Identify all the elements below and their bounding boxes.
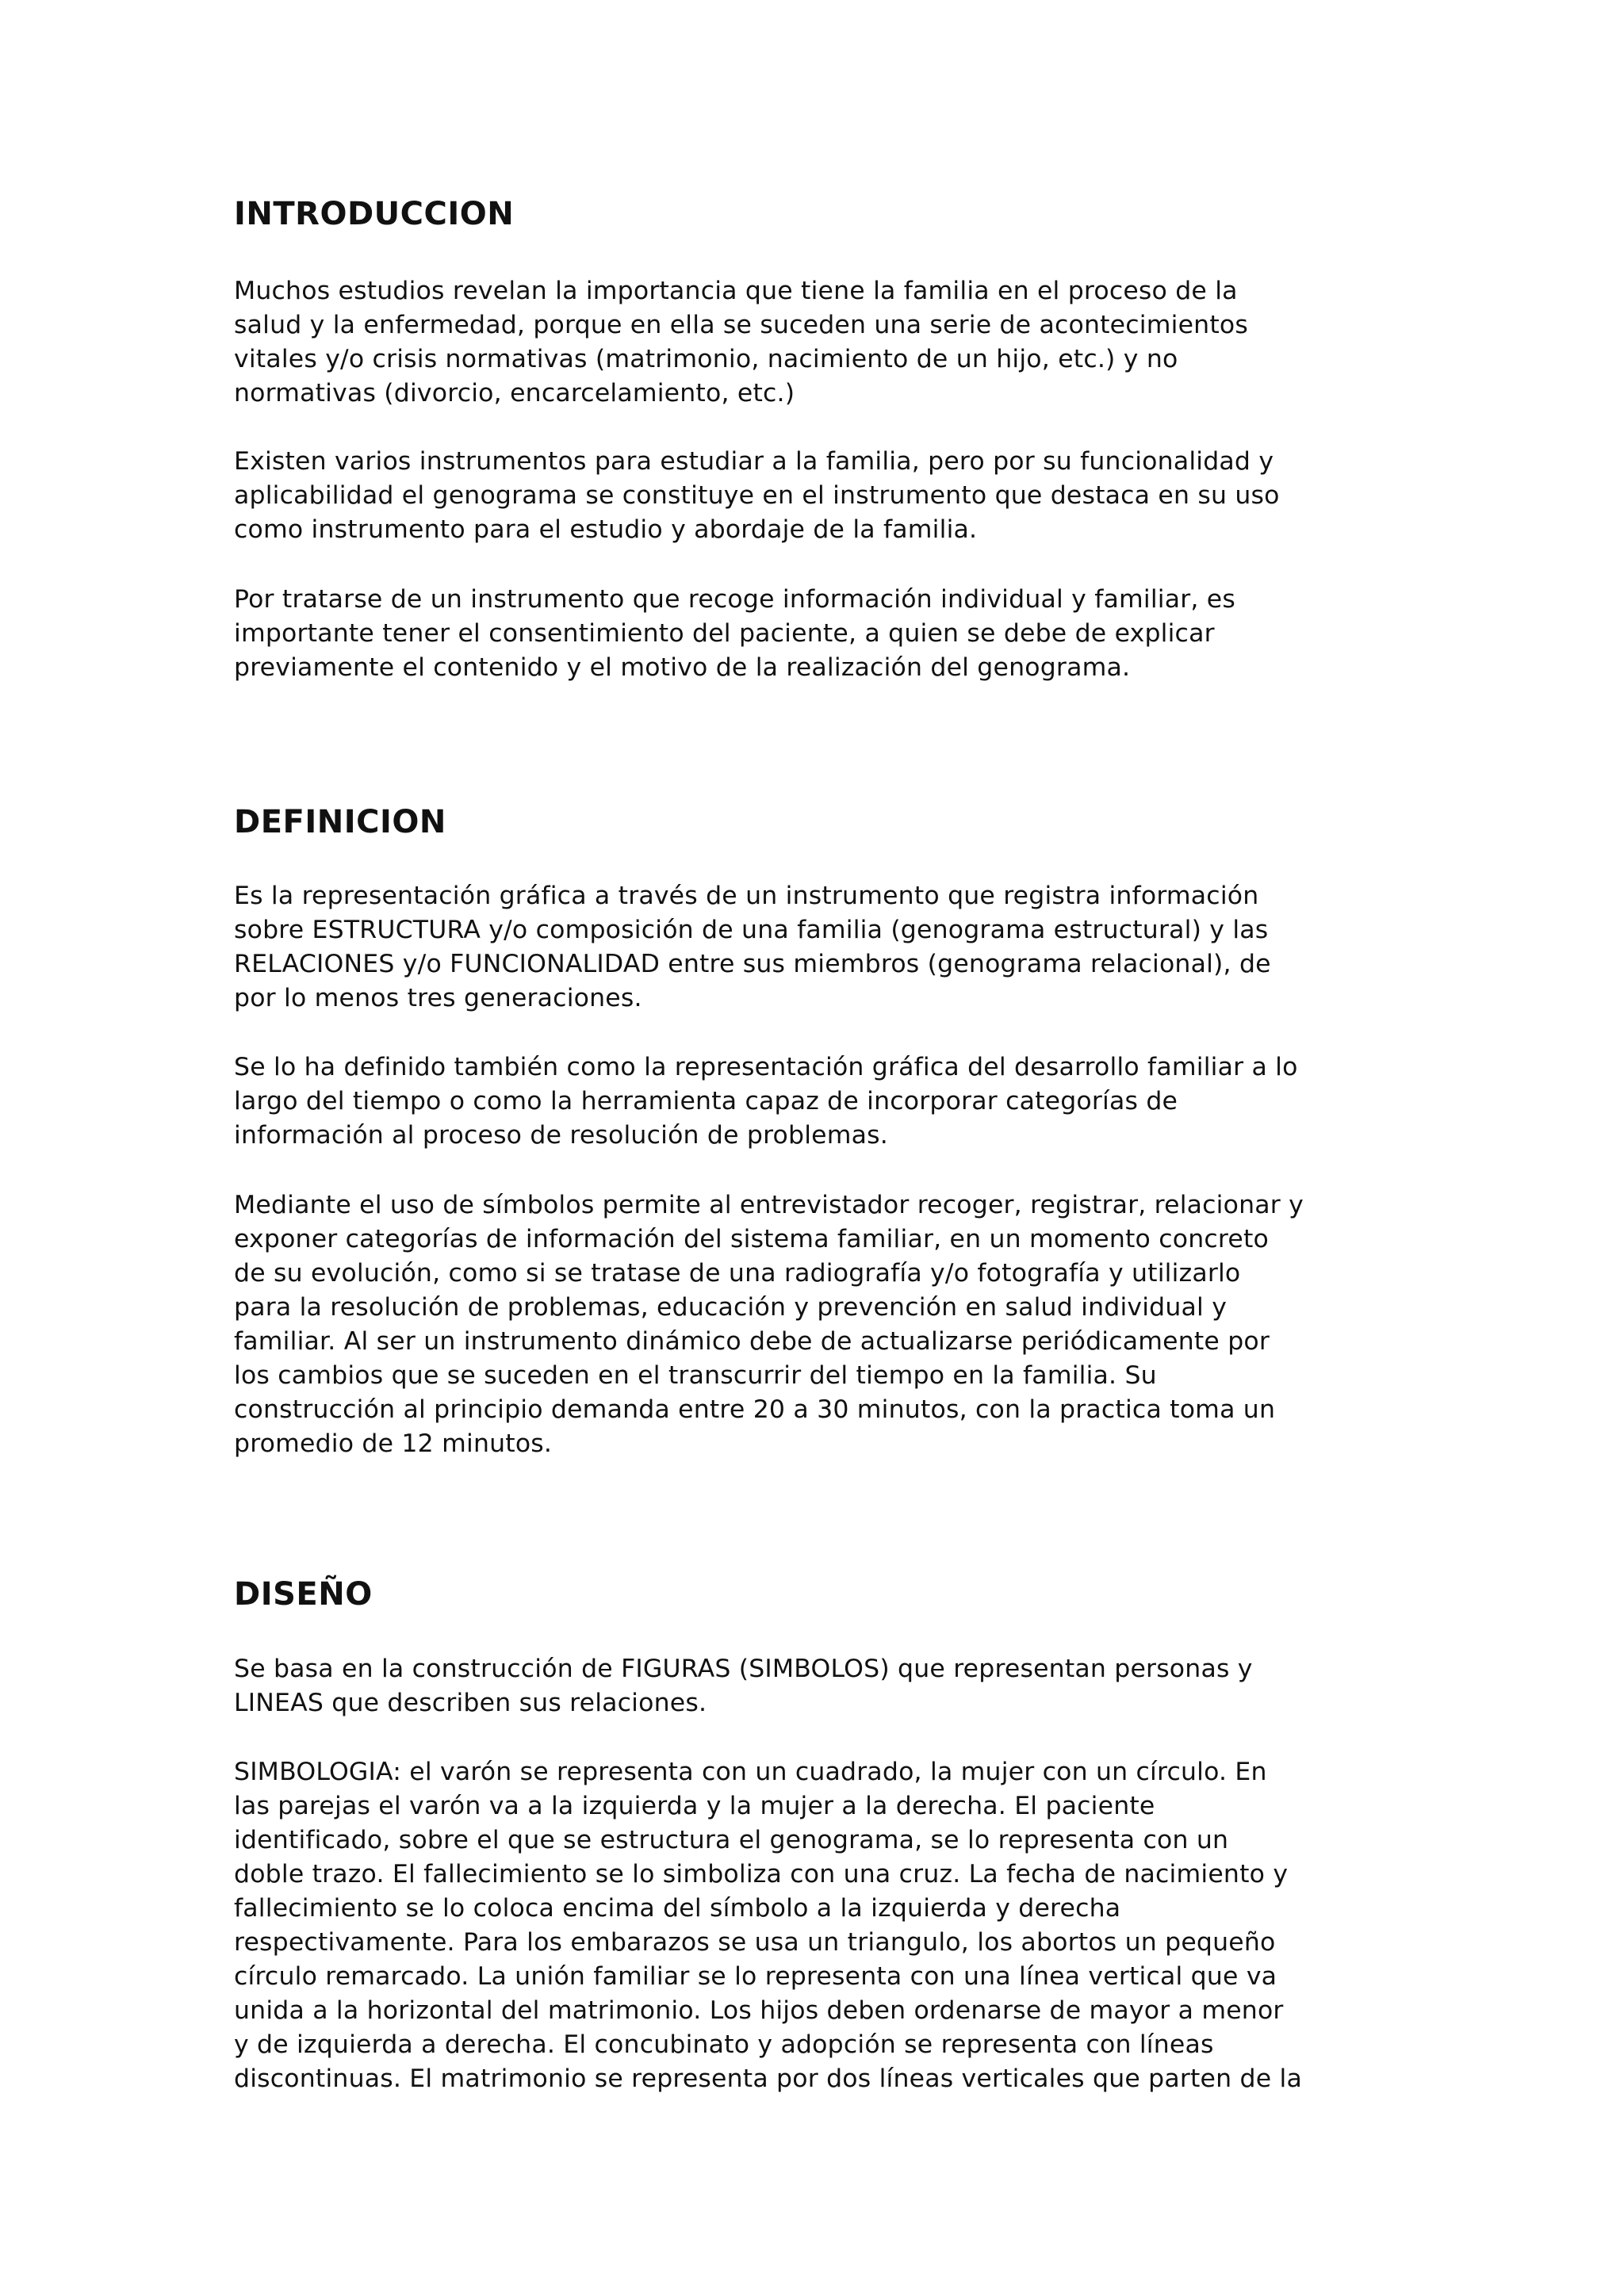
text-line: promedio de 12 minutos. (234, 1429, 553, 1458)
text-line: los cambios que se suceden en el transcurrir del tiempo en la familia. Su (234, 1361, 1157, 1390)
text-line: Existen varios instrumentos para estudiar a la familia, pero por su funcionalidad y (234, 447, 1274, 476)
text-line: construcción al principio demanda entre 20 a 30 minutos, con la practica toma un (234, 1395, 1276, 1424)
text-line: familiar. Al ser un instrumento dinámico debe de actualizarse periódicamente por (234, 1327, 1270, 1356)
text-line: doble trazo. El fallecimiento se lo simboliza con una cruz. La fecha de nacimiento y (234, 1860, 1289, 1888)
text-line: por lo menos tres generaciones. (234, 984, 642, 1012)
section-heading-definicion: DEFINICION (234, 804, 446, 840)
section-heading-diseno: DISEÑO (234, 1576, 373, 1613)
text-line: fallecimiento se lo coloca encima del símbolo a la izquierda y derecha (234, 1894, 1121, 1923)
text-line: previamente el contenido y el motivo de la realización del genograma. (234, 653, 1131, 682)
text-line: aplicabilidad el genograma se constituye en el instrumento que destaca en su uso (234, 481, 1280, 510)
text-line: como instrumento para el estudio y abordaje de la familia. (234, 515, 978, 544)
text-line: sobre ESTRUCTURA y/o composición de una familia (genograma estructural) y las (234, 916, 1269, 944)
text-line: información al proceso de resolución de problemas. (234, 1121, 888, 1150)
text-line: identificado, sobre el que se estructura el genograma, se lo representa con un (234, 1826, 1229, 1854)
text-line: exponer categorías de información del sistema familiar, en un momento concreto (234, 1225, 1269, 1253)
text-line: Se lo ha definido también como la representación gráfica del desarrollo familiar a lo (234, 1053, 1298, 1081)
text-line: Mediante el uso de símbolos permite al entrevistador recoger, registrar, relacionar y (234, 1191, 1304, 1219)
text-line: SIMBOLOGIA: el varón se representa con un cuadrado, la mujer con un círculo. En (234, 1758, 1267, 1786)
text-line: vitales y/o crisis normativas (matrimonio, nacimiento de un hijo, etc.) y no (234, 345, 1178, 373)
text-line: unida a la horizontal del matrimonio. Los hijos deben ordenarse de mayor a menor (234, 1996, 1284, 2025)
text-line: Es la representación gráfica a través de un instrumento que registra información (234, 882, 1259, 910)
text-line: para la resolución de problemas, educación y prevención en salud individual y (234, 1293, 1228, 1322)
text-line: respectivamente. Para los embarazos se usa un triangulo, los abortos un pequeño (234, 1928, 1276, 1957)
text-line: Se basa en la construcción de FIGURAS (SIMBOLOS) que representan personas y (234, 1655, 1253, 1683)
text-line: largo del tiempo o como la herramienta capaz de incorporar categorías de (234, 1087, 1178, 1115)
text-line: Muchos estudios revelan la importancia que tiene la familia en el proceso de la (234, 277, 1238, 305)
text-line: normativas (divorcio, encarcelamiento, etc.) (234, 379, 795, 408)
text-line: LINEAS que describen sus relaciones. (234, 1689, 707, 1717)
text-line: discontinuas. El matrimonio se representa por dos líneas verticales que parten de la (234, 2064, 1302, 2093)
text-line: Por tratarse de un instrumento que recoge información individual y familiar, es (234, 585, 1236, 614)
text-line: RELACIONES y/o FUNCIONALIDAD entre sus miembros (genograma relacional), de (234, 950, 1271, 978)
text-line: y de izquierda a derecha. El concubinato y adopción se representa con líneas (234, 2030, 1214, 2059)
text-line: las parejas el varón va a la izquierda y la mujer a la derecha. El paciente (234, 1792, 1155, 1820)
text-line: salud y la enfermedad, porque en ella se suceden una serie de acontecimientos (234, 311, 1248, 339)
text-line: de su evolución, como si se tratase de una radiografía y/o fotografía y utilizarlo (234, 1259, 1241, 1288)
text-line: círculo remarcado. La unión familiar se lo representa con una línea vertical que va (234, 1962, 1277, 1991)
text-line: importante tener el consentimiento del paciente, a quien se debe de explicar (234, 619, 1215, 648)
section-heading-introduccion: INTRODUCCION (234, 196, 515, 232)
